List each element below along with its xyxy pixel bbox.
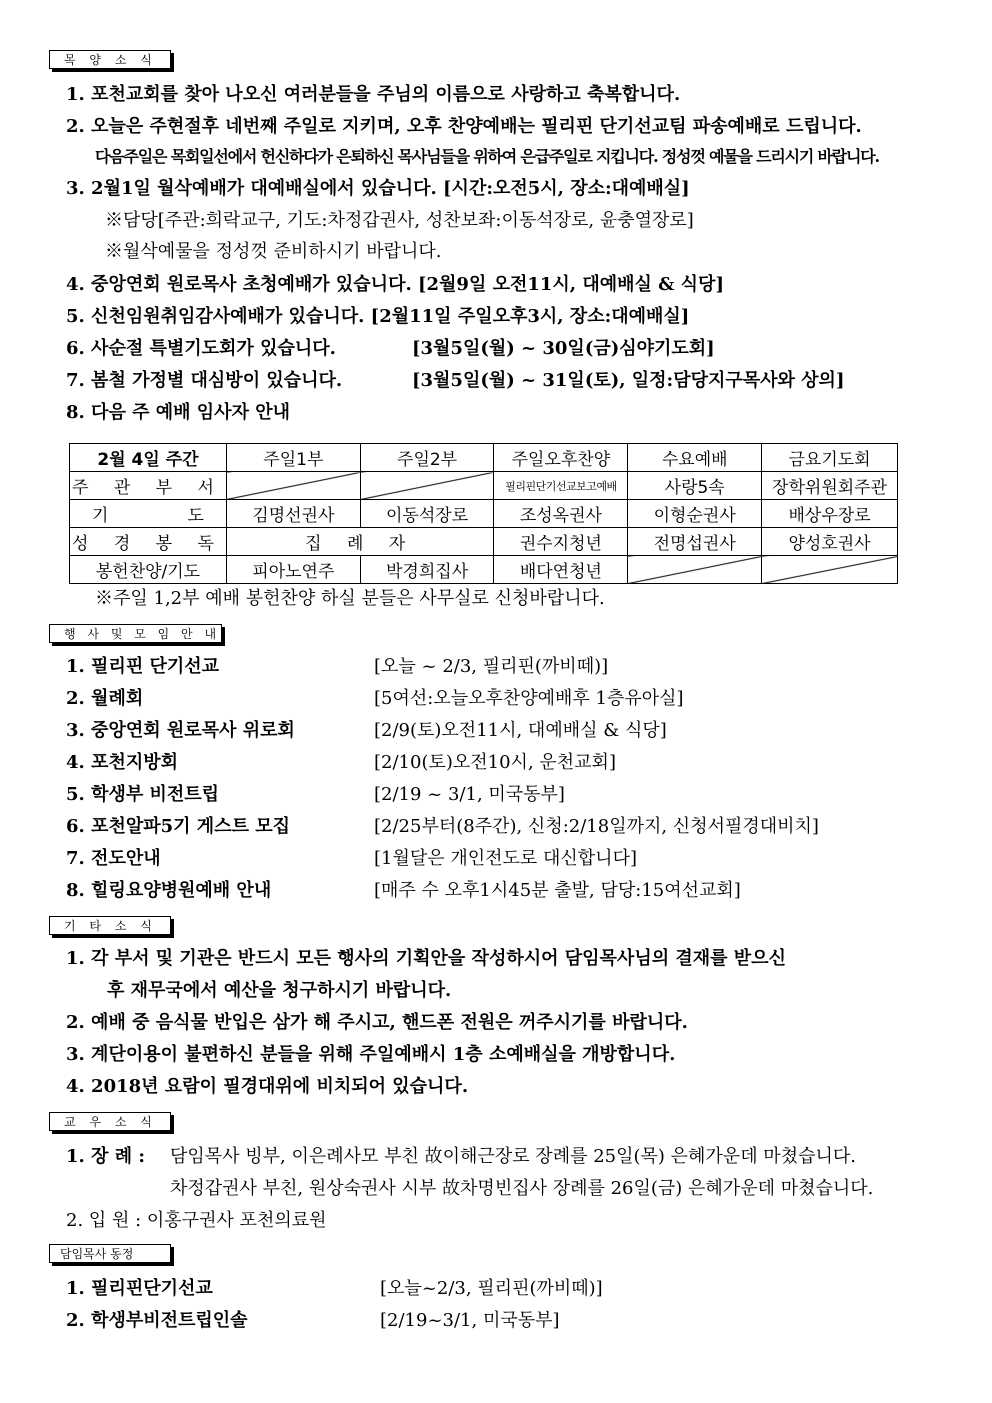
pastoral-item-7-detail: [3월5일(월) ~ 31일(토), 일정:담당지구목사와 상의] bbox=[412, 370, 845, 391]
etc-item-4: 4. 2018년 요람이 필경대위에 비치되어 있습니다. bbox=[66, 1076, 469, 1097]
table-cell: 이동석장로 bbox=[360, 500, 494, 528]
section-header-pastor: 담임목사 동정 bbox=[49, 1244, 171, 1263]
table-cell: 김명선권사 bbox=[226, 500, 360, 528]
pastoral-item-3: 3. 2월1일 월삭예배가 대예배실에서 있습니다. [시간:오전5시, 장소:대예배실] bbox=[66, 178, 690, 199]
event-name: 6. 포천알파5기 게스트 모집 bbox=[66, 816, 290, 837]
table-cell: 이형순권사 bbox=[628, 500, 762, 528]
funeral-detail-2: 차정갑권사 부친, 원상숙권사 시부 故차명빈집사 장례를 26일(금) 은혜가운데 마쳤습니다. bbox=[170, 1178, 874, 1199]
table-header-cell: 주일2부 bbox=[360, 444, 494, 472]
table-cell: 장학위원회주관 bbox=[762, 472, 898, 500]
table-header-cell: 수요예배 bbox=[628, 444, 762, 472]
event-detail: [매주 수 오후1시45분 출발, 담당:15여선교회] bbox=[374, 880, 741, 901]
table-cell: 성 경 봉 독 bbox=[70, 528, 227, 556]
funeral-label: 1. 장 례 : bbox=[66, 1146, 146, 1167]
table-header-cell: 주일오후찬양 bbox=[494, 444, 628, 472]
event-name: 7. 전도안내 bbox=[66, 848, 161, 869]
event-name: 5. 학생부 비전트립 bbox=[66, 784, 220, 805]
section-header-members: 교 우 소 식 bbox=[49, 1112, 171, 1131]
event-name: 1. 필리핀 단기선교 bbox=[66, 656, 220, 677]
table-cell: 피아노연주 bbox=[226, 556, 360, 584]
table-row bbox=[70, 500, 898, 528]
section-header-events: 행 사 및 모 임 안 내 bbox=[49, 624, 222, 643]
table-header-cell: 금요기도회 bbox=[762, 444, 898, 472]
pastoral-item-6: 6. 사순절 특별기도회가 있습니다. bbox=[66, 338, 336, 359]
section-header-pastoral: 목 양 소 식 bbox=[49, 50, 171, 69]
table-cell: 배상우장로 bbox=[762, 500, 898, 528]
table-cell: 기 도 bbox=[70, 500, 227, 528]
etc-item-3: 3. 계단이용이 불편하신 분들을 위해 주일예배시 1층 소예배실을 개방합니다. bbox=[66, 1044, 676, 1065]
etc-item-1: 1. 각 부서 및 기관은 반드시 모든 행사의 기획안을 작성하시어 담임목사님의 결재를 받으신 bbox=[66, 948, 786, 969]
funeral-detail-1: 담임목사 빙부, 이은례사모 부친 故이해근장로 장례를 25일(목) 은혜가운데 마쳤습니다. bbox=[170, 1146, 856, 1167]
table-header-cell: 주일1부 bbox=[226, 444, 360, 472]
event-detail: [1월달은 개인전도로 대신합니다] bbox=[374, 848, 637, 869]
pastor-item-detail: [오늘~2/3, 필리핀(까비떼)] bbox=[380, 1278, 603, 1299]
pastor-item-name: 2. 학생부비전트립인솔 bbox=[66, 1310, 248, 1331]
hospital-item: 2. 입 원 : 이홍구권사 포천의료원 bbox=[66, 1210, 327, 1231]
table-header-row bbox=[70, 444, 898, 472]
pastoral-item-4: 4. 중앙연회 원로목사 초청예배가 있습니다. [2월9일 오전11시, 대예배실 & 식당] bbox=[66, 274, 724, 295]
table-cell-empty bbox=[226, 472, 360, 500]
pastor-item-name: 1. 필리핀단기선교 bbox=[66, 1278, 213, 1299]
event-name: 8. 힐링요양병원예배 안내 bbox=[66, 880, 272, 901]
table-cell: 집 례 자 bbox=[226, 528, 493, 556]
event-detail: [2/19 ~ 3/1, 미국동부] bbox=[374, 784, 565, 805]
table-row bbox=[70, 556, 898, 584]
table-row bbox=[70, 528, 898, 556]
table-cell: 양성호권사 bbox=[762, 528, 898, 556]
table-cell: 사랑5속 bbox=[628, 472, 762, 500]
table-cell: 권수지청년 bbox=[494, 528, 628, 556]
event-name: 4. 포천지방회 bbox=[66, 752, 178, 773]
pastoral-item-7: 7. 봄철 가정별 대심방이 있습니다. bbox=[66, 370, 343, 391]
schedule-note: ※주일 1,2부 예배 봉헌찬양 하실 분들은 사무실로 신청바랍니다. bbox=[95, 588, 605, 609]
table-cell: 박경희집사 bbox=[360, 556, 494, 584]
pastoral-item-5: 5. 신천임원취임감사예배가 있습니다. [2월11일 주일오후3시, 장소:대예배실] bbox=[66, 306, 690, 327]
event-detail: [5여선:오늘오후찬양예배후 1층유아실] bbox=[374, 688, 684, 709]
event-name: 3. 중앙연회 원로목사 위로회 bbox=[66, 720, 295, 741]
event-detail: [2/25부터(8주간), 신청:2/18일까지, 신청서필경대비치] bbox=[374, 816, 819, 837]
table-cell: 배다연청년 bbox=[494, 556, 628, 584]
pastoral-item-3-sub2: ※월삭예물을 정성껏 준비하시기 바랍니다. bbox=[105, 241, 442, 262]
section-header-etc: 기 타 소 식 bbox=[49, 916, 171, 935]
table-cell: 봉헌찬양/기도 bbox=[70, 556, 227, 584]
table-cell: 필리핀단기선교보고예배 bbox=[494, 472, 628, 500]
event-detail: [2/10(토)오전10시, 운천교회] bbox=[374, 752, 616, 773]
etc-item-2: 2. 예배 중 음식물 반입은 삼가 해 주시고, 핸드폰 전원은 꺼주시기를 바랍니다. bbox=[66, 1012, 688, 1033]
table-cell: 주 관 부 서 bbox=[70, 472, 227, 500]
pastoral-item-6-detail: [3월5일(월) ~ 30일(금)심야기도회] bbox=[412, 338, 715, 359]
pastor-item-detail: [2/19~3/1, 미국동부] bbox=[380, 1310, 560, 1331]
etc-item-1-cont: 후 재무국에서 예산을 청구하시기 바랍니다. bbox=[107, 980, 452, 1001]
table-cell: 조성옥권사 bbox=[494, 500, 628, 528]
pastoral-item-3-sub1: ※담당[주관:희락교구, 기도:차정갑권사, 성찬보좌:이동석장로, 윤충열장로] bbox=[105, 210, 694, 231]
table-cell-empty bbox=[360, 472, 494, 500]
pastoral-item-2-sub: 다음주일은 목회일선에서 헌신하다가 은퇴하신 목사님들을 위하여 은급주일로 지킵니다. 정성껏 예물을 드리시기 바랍니다. bbox=[95, 147, 879, 166]
worship-schedule-table bbox=[69, 443, 898, 584]
pastoral-item-1: 1. 포천교회를 찾아 나오신 여러분들을 주님의 이름으로 사랑하고 축복합니다. bbox=[66, 84, 681, 105]
pastoral-item-2: 2. 오늘은 주현절후 네번째 주일로 지키며, 오후 찬양예배는 필리핀 단기선교팀 파송예배로 드립니다. bbox=[66, 116, 862, 137]
event-name: 2. 월례회 bbox=[66, 688, 144, 709]
event-detail: [2/9(토)오전11시, 대예배실 & 식당] bbox=[374, 720, 667, 741]
table-cell: 전명섭권사 bbox=[628, 528, 762, 556]
table-header-cell: 2월 4일 주간 bbox=[70, 444, 227, 472]
pastoral-item-8: 8. 다음 주 예배 임사자 안내 bbox=[66, 402, 291, 423]
table-cell-empty bbox=[762, 556, 898, 584]
table-row bbox=[70, 472, 898, 500]
table-cell-empty bbox=[628, 556, 762, 584]
event-detail: [오늘 ~ 2/3, 필리핀(까비떼)] bbox=[374, 656, 609, 677]
